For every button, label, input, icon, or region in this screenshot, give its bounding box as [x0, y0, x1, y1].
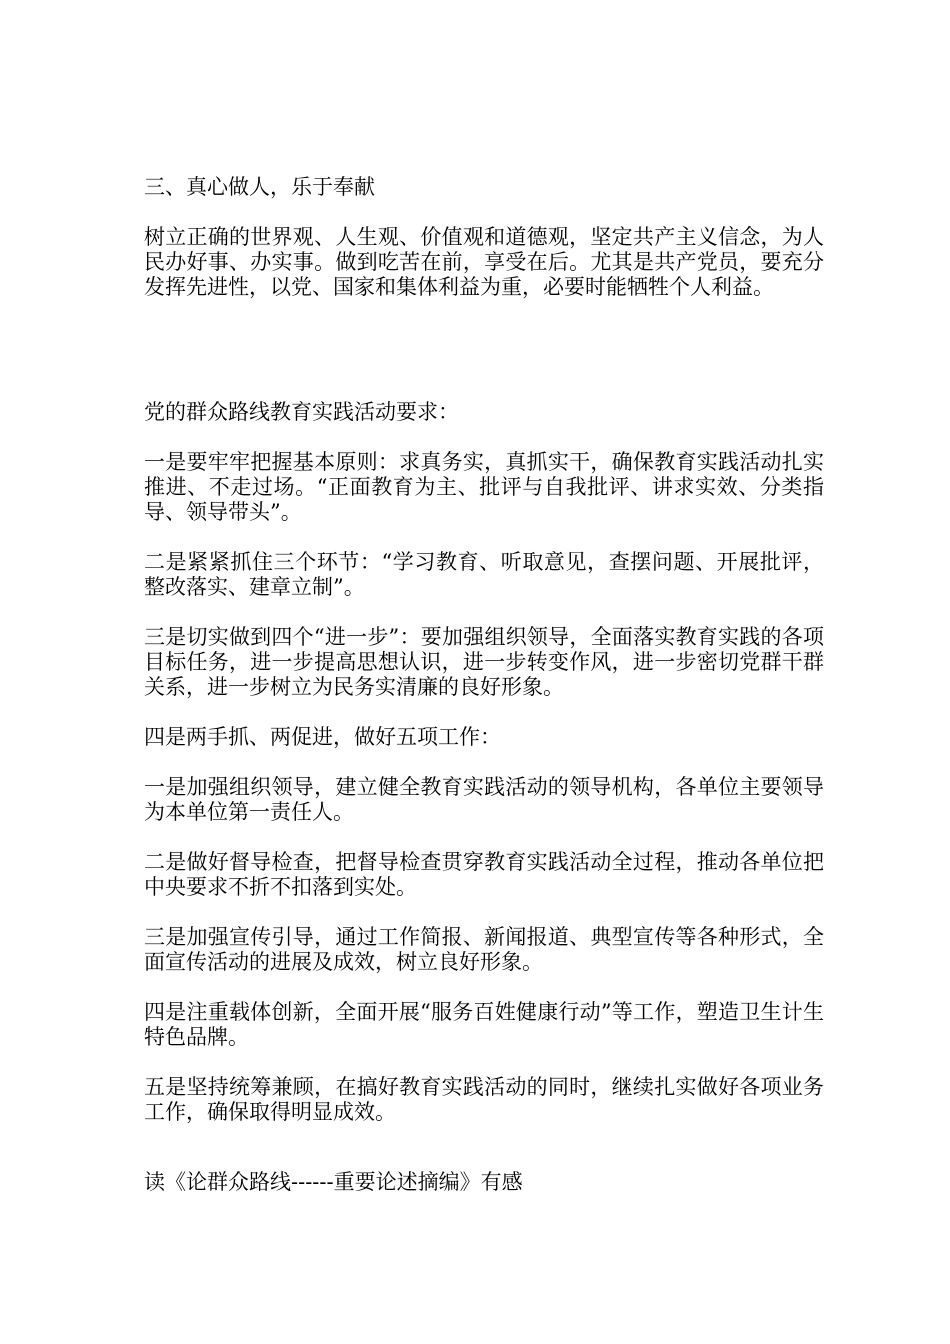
requirement-item-3: 三是切实做到四个“进一步”：要加强组织领导，全面落实教育实践的各项目标任务，进一步提高思想认识，进一步转变作风，进一步密切党群干群关系，进一步树立为民务实清廉的良好形象。	[144, 625, 824, 699]
task-item-1: 一是加强组织领导，建立健全教育实践活动的领导机构，各单位主要领导为本单位第一责任人。	[144, 775, 824, 824]
task-item-2: 二是做好督导检查，把督导检查贯穿教育实践活动全过程，推动各单位把中央要求不折不扣落到实处。	[144, 850, 824, 899]
five-tasks-heading: 四是两手抓、两促进，做好五项工作：	[144, 725, 501, 749]
requirement-item-2: 二是紧紧抓住三个环节：“学习教育、听取意见，查摆问题、开展批评，整改落实、建章立制”。	[144, 550, 824, 599]
requirement-item-1: 一是要牢牢把握基本原则：求真务实，真抓实干，确保教育实践活动扎实推进、不走过场。“正面教育为主、批评与自我批评、讲求实效、分类指导、领导带头”。	[144, 450, 824, 524]
task-item-3: 三是加强宣传引导，通过工作简报、新闻报道、典型宣传等各种形式，全面宣传活动的进展及成效，树立良好形象。	[144, 925, 824, 974]
task-item-5: 五是坚持统筹兼顾，在搞好教育实践活动的同时，继续扎实做好各项业务工作，确保取得明显成效。	[144, 1075, 824, 1124]
task-item-4: 四是注重载体创新，全面开展“服务百姓健康行动”等工作，塑造卫生计生特色品牌。	[144, 1000, 824, 1049]
requirements-heading: 党的群众路线教育实践活动要求：	[144, 400, 459, 424]
reading-title: 读《论群众路线------重要论述摘编》有感	[144, 1170, 523, 1194]
section-heading: 三、真心做人，乐于奉献	[144, 175, 375, 199]
section-paragraph: 树立正确的世界观、人生观、价值观和道德观，坚定共产主义信念，为人民办好事、办实事。做到吃苦在前，享受在后。尤其是共产党员，要充分发挥先进性，以党、国家和集体利益为重，必要时能牺牲个人利益。	[144, 225, 824, 299]
